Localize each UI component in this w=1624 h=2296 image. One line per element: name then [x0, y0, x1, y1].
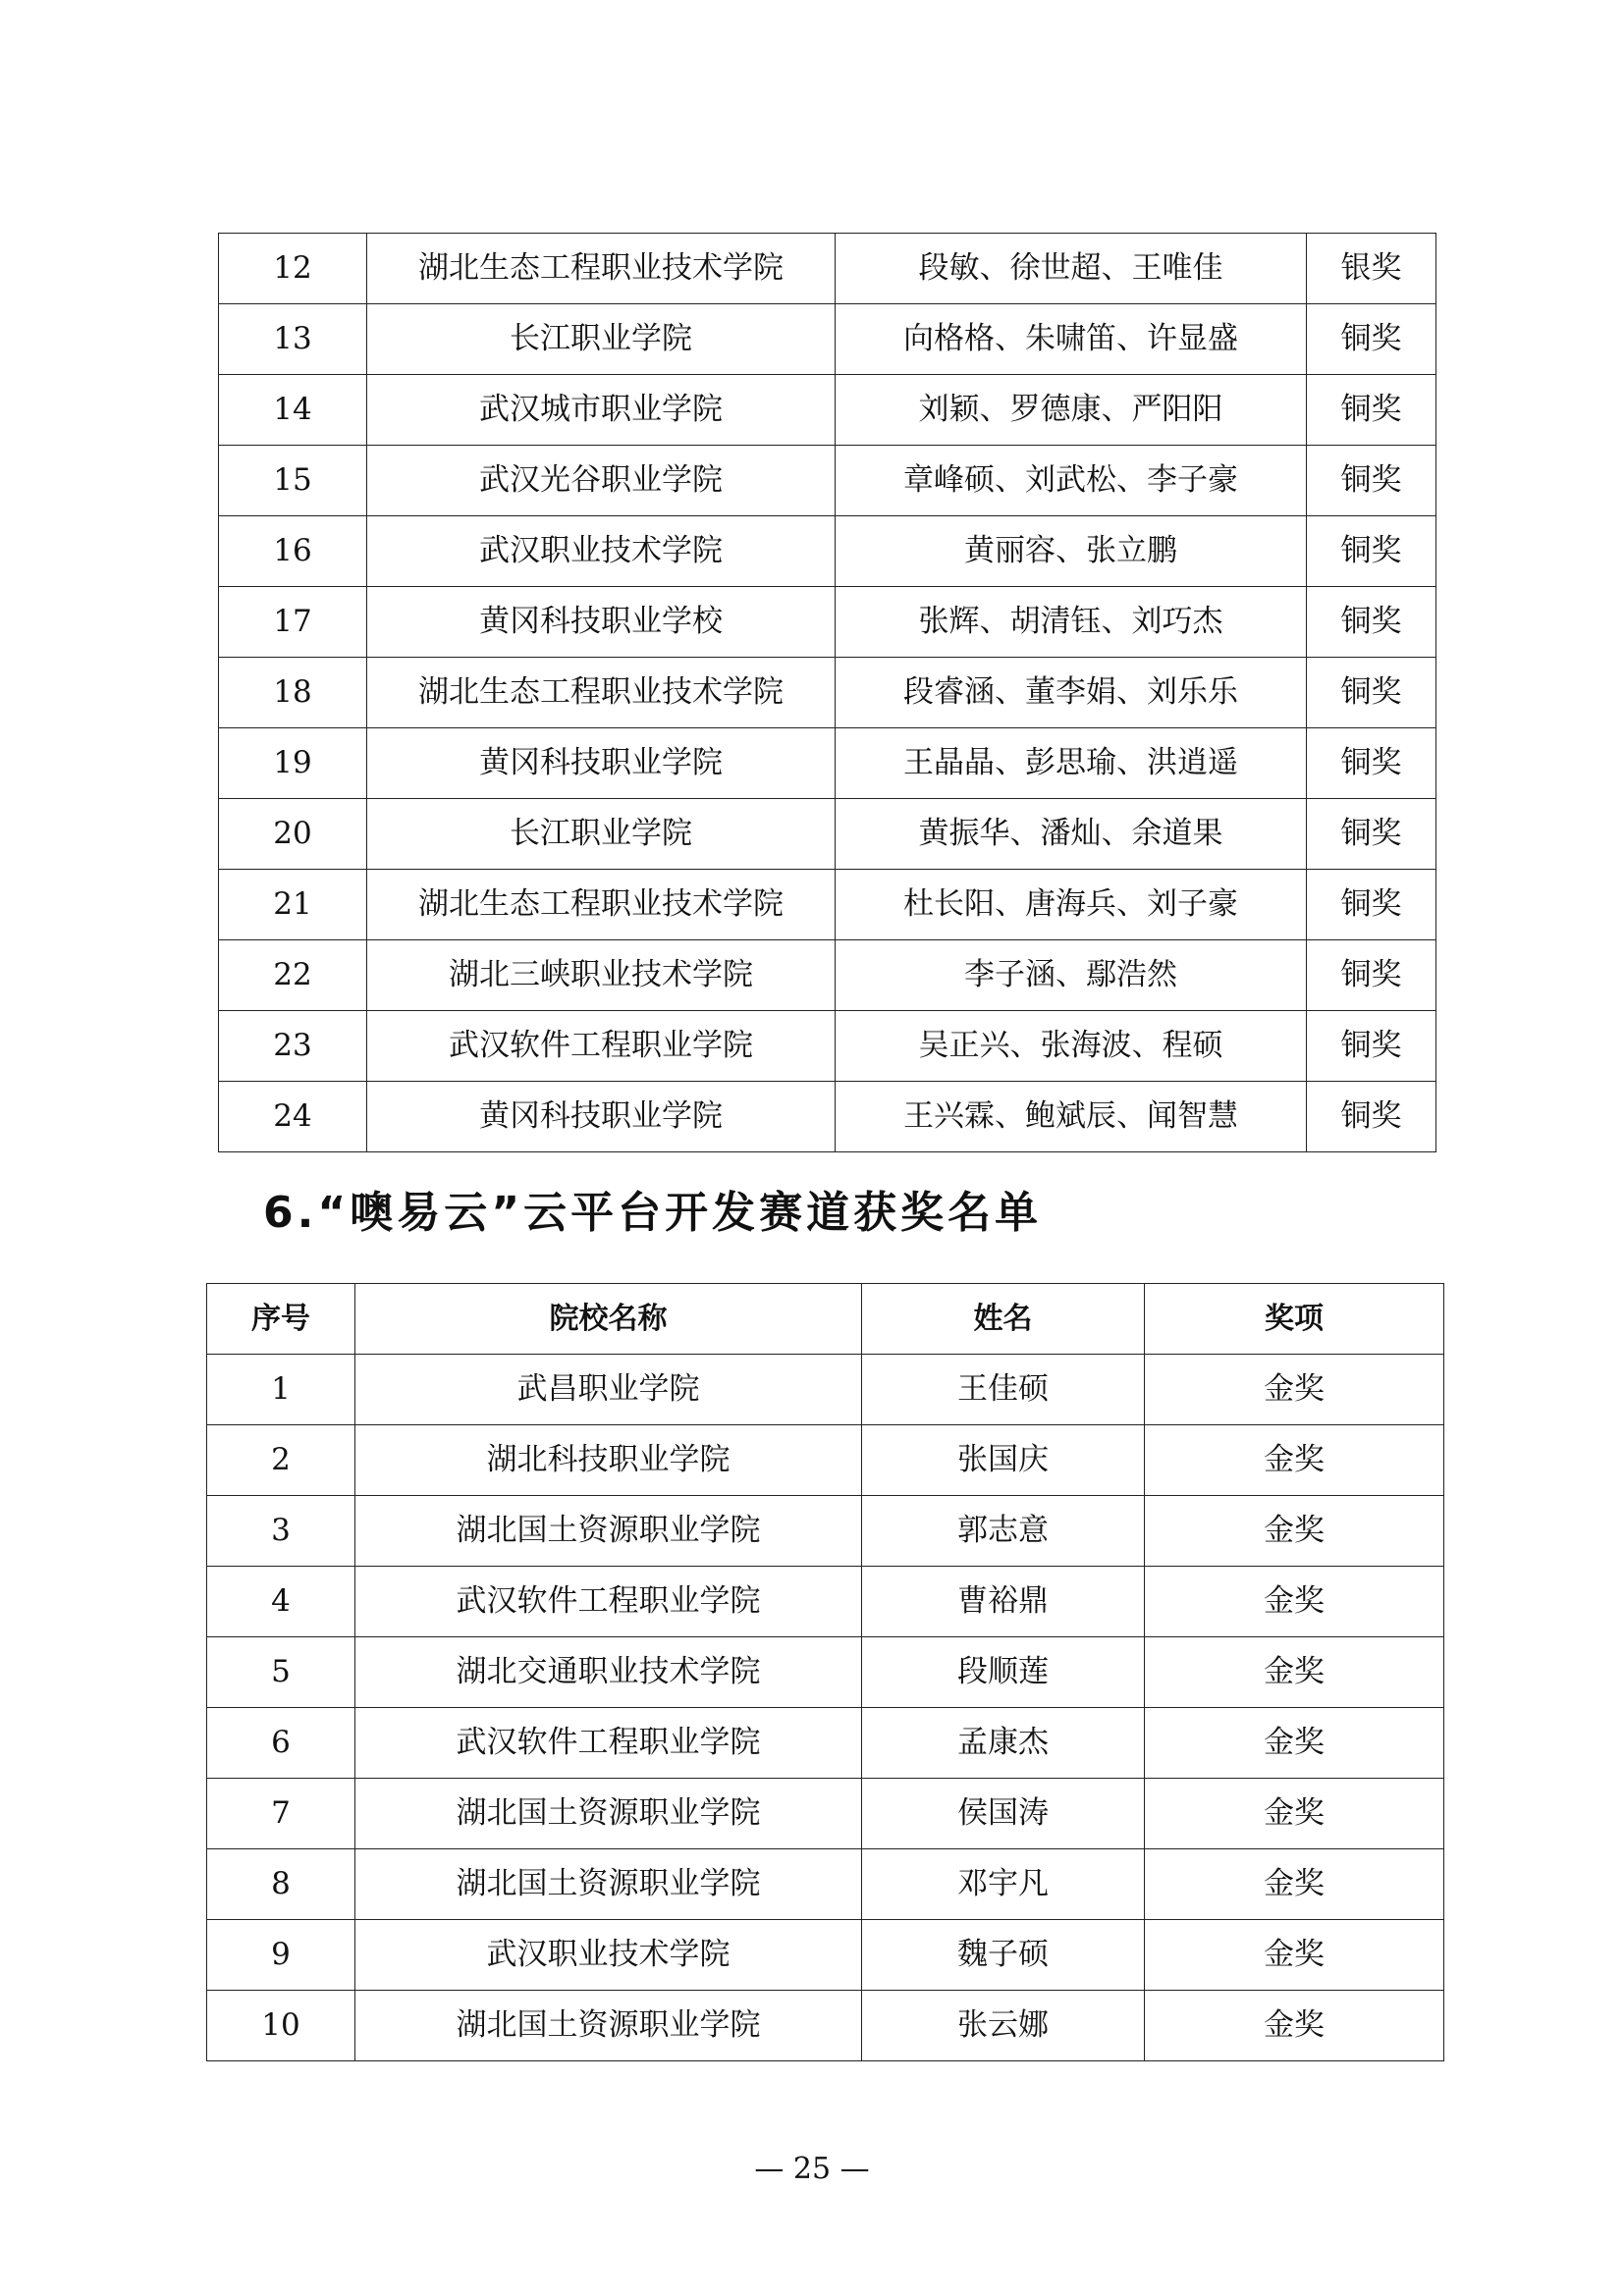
cell-no: 17: [219, 587, 367, 658]
cell-school: 武汉职业技术学院: [367, 516, 836, 587]
cell-no: 21: [219, 870, 367, 940]
cell-award: 铜奖: [1307, 375, 1436, 446]
cell-award: 铜奖: [1307, 587, 1436, 658]
cell-name: 王佳硕: [862, 1355, 1145, 1425]
table-row: [207, 1849, 1444, 1920]
awards-table-continued: [218, 233, 1436, 1152]
cell-no: 16: [219, 516, 367, 587]
cell-names: 刘颖、罗德康、严阳阳: [836, 375, 1307, 446]
table-row: [219, 658, 1436, 728]
cell-no: 8: [207, 1849, 355, 1920]
cell-award: 铜奖: [1307, 1082, 1436, 1152]
cell-award: 金奖: [1145, 1567, 1444, 1637]
cell-names: 吴正兴、张海波、程硕: [836, 1011, 1307, 1082]
table-row: [219, 304, 1436, 375]
cell-award: 铜奖: [1307, 446, 1436, 516]
header-name: 姓名: [862, 1284, 1145, 1355]
cell-names: 王晶晶、彭思瑜、洪逍遥: [836, 728, 1307, 799]
cell-names: 段敏、徐世超、王唯佳: [836, 234, 1307, 304]
cell-school: 黄冈科技职业学校: [367, 587, 836, 658]
table-row: [219, 799, 1436, 870]
cell-name: 魏子硕: [862, 1920, 1145, 1991]
cell-award: 银奖: [1307, 234, 1436, 304]
cell-award: 金奖: [1145, 1708, 1444, 1779]
cell-names: 王兴霖、鲍斌辰、闻智慧: [836, 1082, 1307, 1152]
cell-name: 邓宇凡: [862, 1849, 1145, 1920]
table-row: [219, 446, 1436, 516]
cell-no: 22: [219, 940, 367, 1011]
cell-school: 黄冈科技职业学院: [367, 1082, 836, 1152]
table-row: [219, 234, 1436, 304]
cell-no: 3: [207, 1496, 355, 1567]
cell-school: 黄冈科技职业学院: [367, 728, 836, 799]
table-row: [219, 1082, 1436, 1152]
cell-award: 铜奖: [1307, 1011, 1436, 1082]
cell-school: 湖北生态工程职业技术学院: [367, 234, 836, 304]
cell-school: 武汉软件工程职业学院: [355, 1567, 862, 1637]
cell-school: 湖北国土资源职业学院: [355, 1496, 862, 1567]
cell-award: 铜奖: [1307, 516, 1436, 587]
cell-award: 铜奖: [1307, 304, 1436, 375]
cell-no: 6: [207, 1708, 355, 1779]
cell-name: 段顺莲: [862, 1637, 1145, 1708]
cell-no: 12: [219, 234, 367, 304]
table-row: [207, 1708, 1444, 1779]
cell-award: 铜奖: [1307, 658, 1436, 728]
table-row: [207, 1355, 1444, 1425]
cell-no: 23: [219, 1011, 367, 1082]
cell-names: 段睿涵、董李娟、刘乐乐: [836, 658, 1307, 728]
cell-name: 孟康杰: [862, 1708, 1145, 1779]
cell-award: 金奖: [1145, 1920, 1444, 1991]
cell-names: 杜长阳、唐海兵、刘子豪: [836, 870, 1307, 940]
cell-award: 铜奖: [1307, 940, 1436, 1011]
cell-no: 24: [219, 1082, 367, 1152]
cell-names: 向格格、朱啸笛、许显盛: [836, 304, 1307, 375]
cell-school: 武汉软件工程职业学院: [367, 1011, 836, 1082]
cell-school: 湖北生态工程职业技术学院: [367, 658, 836, 728]
table-row: [219, 728, 1436, 799]
cell-school: 湖北三峡职业技术学院: [367, 940, 836, 1011]
table-row: [219, 375, 1436, 446]
cell-award: 金奖: [1145, 1849, 1444, 1920]
table-row: [219, 870, 1436, 940]
table-row: [207, 1991, 1444, 2061]
cell-no: 9: [207, 1920, 355, 1991]
cell-school: 长江职业学院: [367, 799, 836, 870]
cell-no: 7: [207, 1779, 355, 1849]
cell-no: 4: [207, 1567, 355, 1637]
header-school: 院校名称: [355, 1284, 862, 1355]
cell-name: 张国庆: [862, 1425, 1145, 1496]
cell-school: 武汉软件工程职业学院: [355, 1708, 862, 1779]
cell-no: 18: [219, 658, 367, 728]
cell-names: 黄丽容、张立鹏: [836, 516, 1307, 587]
table-row: [207, 1637, 1444, 1708]
cell-no: 15: [219, 446, 367, 516]
cell-names: 李子涵、鄢浩然: [836, 940, 1307, 1011]
cell-name: 侯国涛: [862, 1779, 1145, 1849]
table-header-row: [207, 1284, 1444, 1355]
cloud-platform-awards-table: [206, 1283, 1444, 2061]
cell-award: 金奖: [1145, 1425, 1444, 1496]
cell-school: 湖北交通职业技术学院: [355, 1637, 862, 1708]
cell-award: 金奖: [1145, 1637, 1444, 1708]
cell-no: 14: [219, 375, 367, 446]
cell-no: 19: [219, 728, 367, 799]
table-row: [207, 1567, 1444, 1637]
cell-school: 武汉职业技术学院: [355, 1920, 862, 1991]
cell-names: 张辉、胡清钰、刘巧杰: [836, 587, 1307, 658]
section-6-heading: 6.“噢易云”云平台开发赛道获奖名单: [263, 1188, 1043, 1238]
cell-school: 湖北国土资源职业学院: [355, 1849, 862, 1920]
cell-name: 郭志意: [862, 1496, 1145, 1567]
cell-award: 金奖: [1145, 1779, 1444, 1849]
cell-name: 张云娜: [862, 1991, 1145, 2061]
table-row: [207, 1425, 1444, 1496]
table-row: [219, 1011, 1436, 1082]
header-award: 奖项: [1145, 1284, 1444, 1355]
cell-award: 金奖: [1145, 1496, 1444, 1567]
cell-name: 曹裕鼎: [862, 1567, 1145, 1637]
cell-school: 湖北国土资源职业学院: [355, 1991, 862, 2061]
cell-school: 武昌职业学院: [355, 1355, 862, 1425]
page-number: — 25 —: [754, 2152, 870, 2186]
cell-no: 13: [219, 304, 367, 375]
cell-names: 章峰硕、刘武松、李子豪: [836, 446, 1307, 516]
header-no: 序号: [207, 1284, 355, 1355]
table-row: [207, 1496, 1444, 1567]
cell-award: 铜奖: [1307, 799, 1436, 870]
cell-school: 湖北国土资源职业学院: [355, 1779, 862, 1849]
cell-no: 5: [207, 1637, 355, 1708]
cell-school: 湖北生态工程职业技术学院: [367, 870, 836, 940]
table-row: [207, 1920, 1444, 1991]
cell-school: 湖北科技职业学院: [355, 1425, 862, 1496]
cell-school: 长江职业学院: [367, 304, 836, 375]
cell-school: 武汉城市职业学院: [367, 375, 836, 446]
cell-award: 铜奖: [1307, 728, 1436, 799]
table-row: [219, 516, 1436, 587]
table-row: [219, 587, 1436, 658]
cell-no: 1: [207, 1355, 355, 1425]
cell-school: 武汉光谷职业学院: [367, 446, 836, 516]
cell-no: 10: [207, 1991, 355, 2061]
cell-names: 黄振华、潘灿、余道果: [836, 799, 1307, 870]
cell-award: 金奖: [1145, 1355, 1444, 1425]
cell-award: 铜奖: [1307, 870, 1436, 940]
table-row: [207, 1779, 1444, 1849]
cell-no: 2: [207, 1425, 355, 1496]
table-row: [219, 940, 1436, 1011]
cell-no: 20: [219, 799, 367, 870]
cell-award: 金奖: [1145, 1991, 1444, 2061]
